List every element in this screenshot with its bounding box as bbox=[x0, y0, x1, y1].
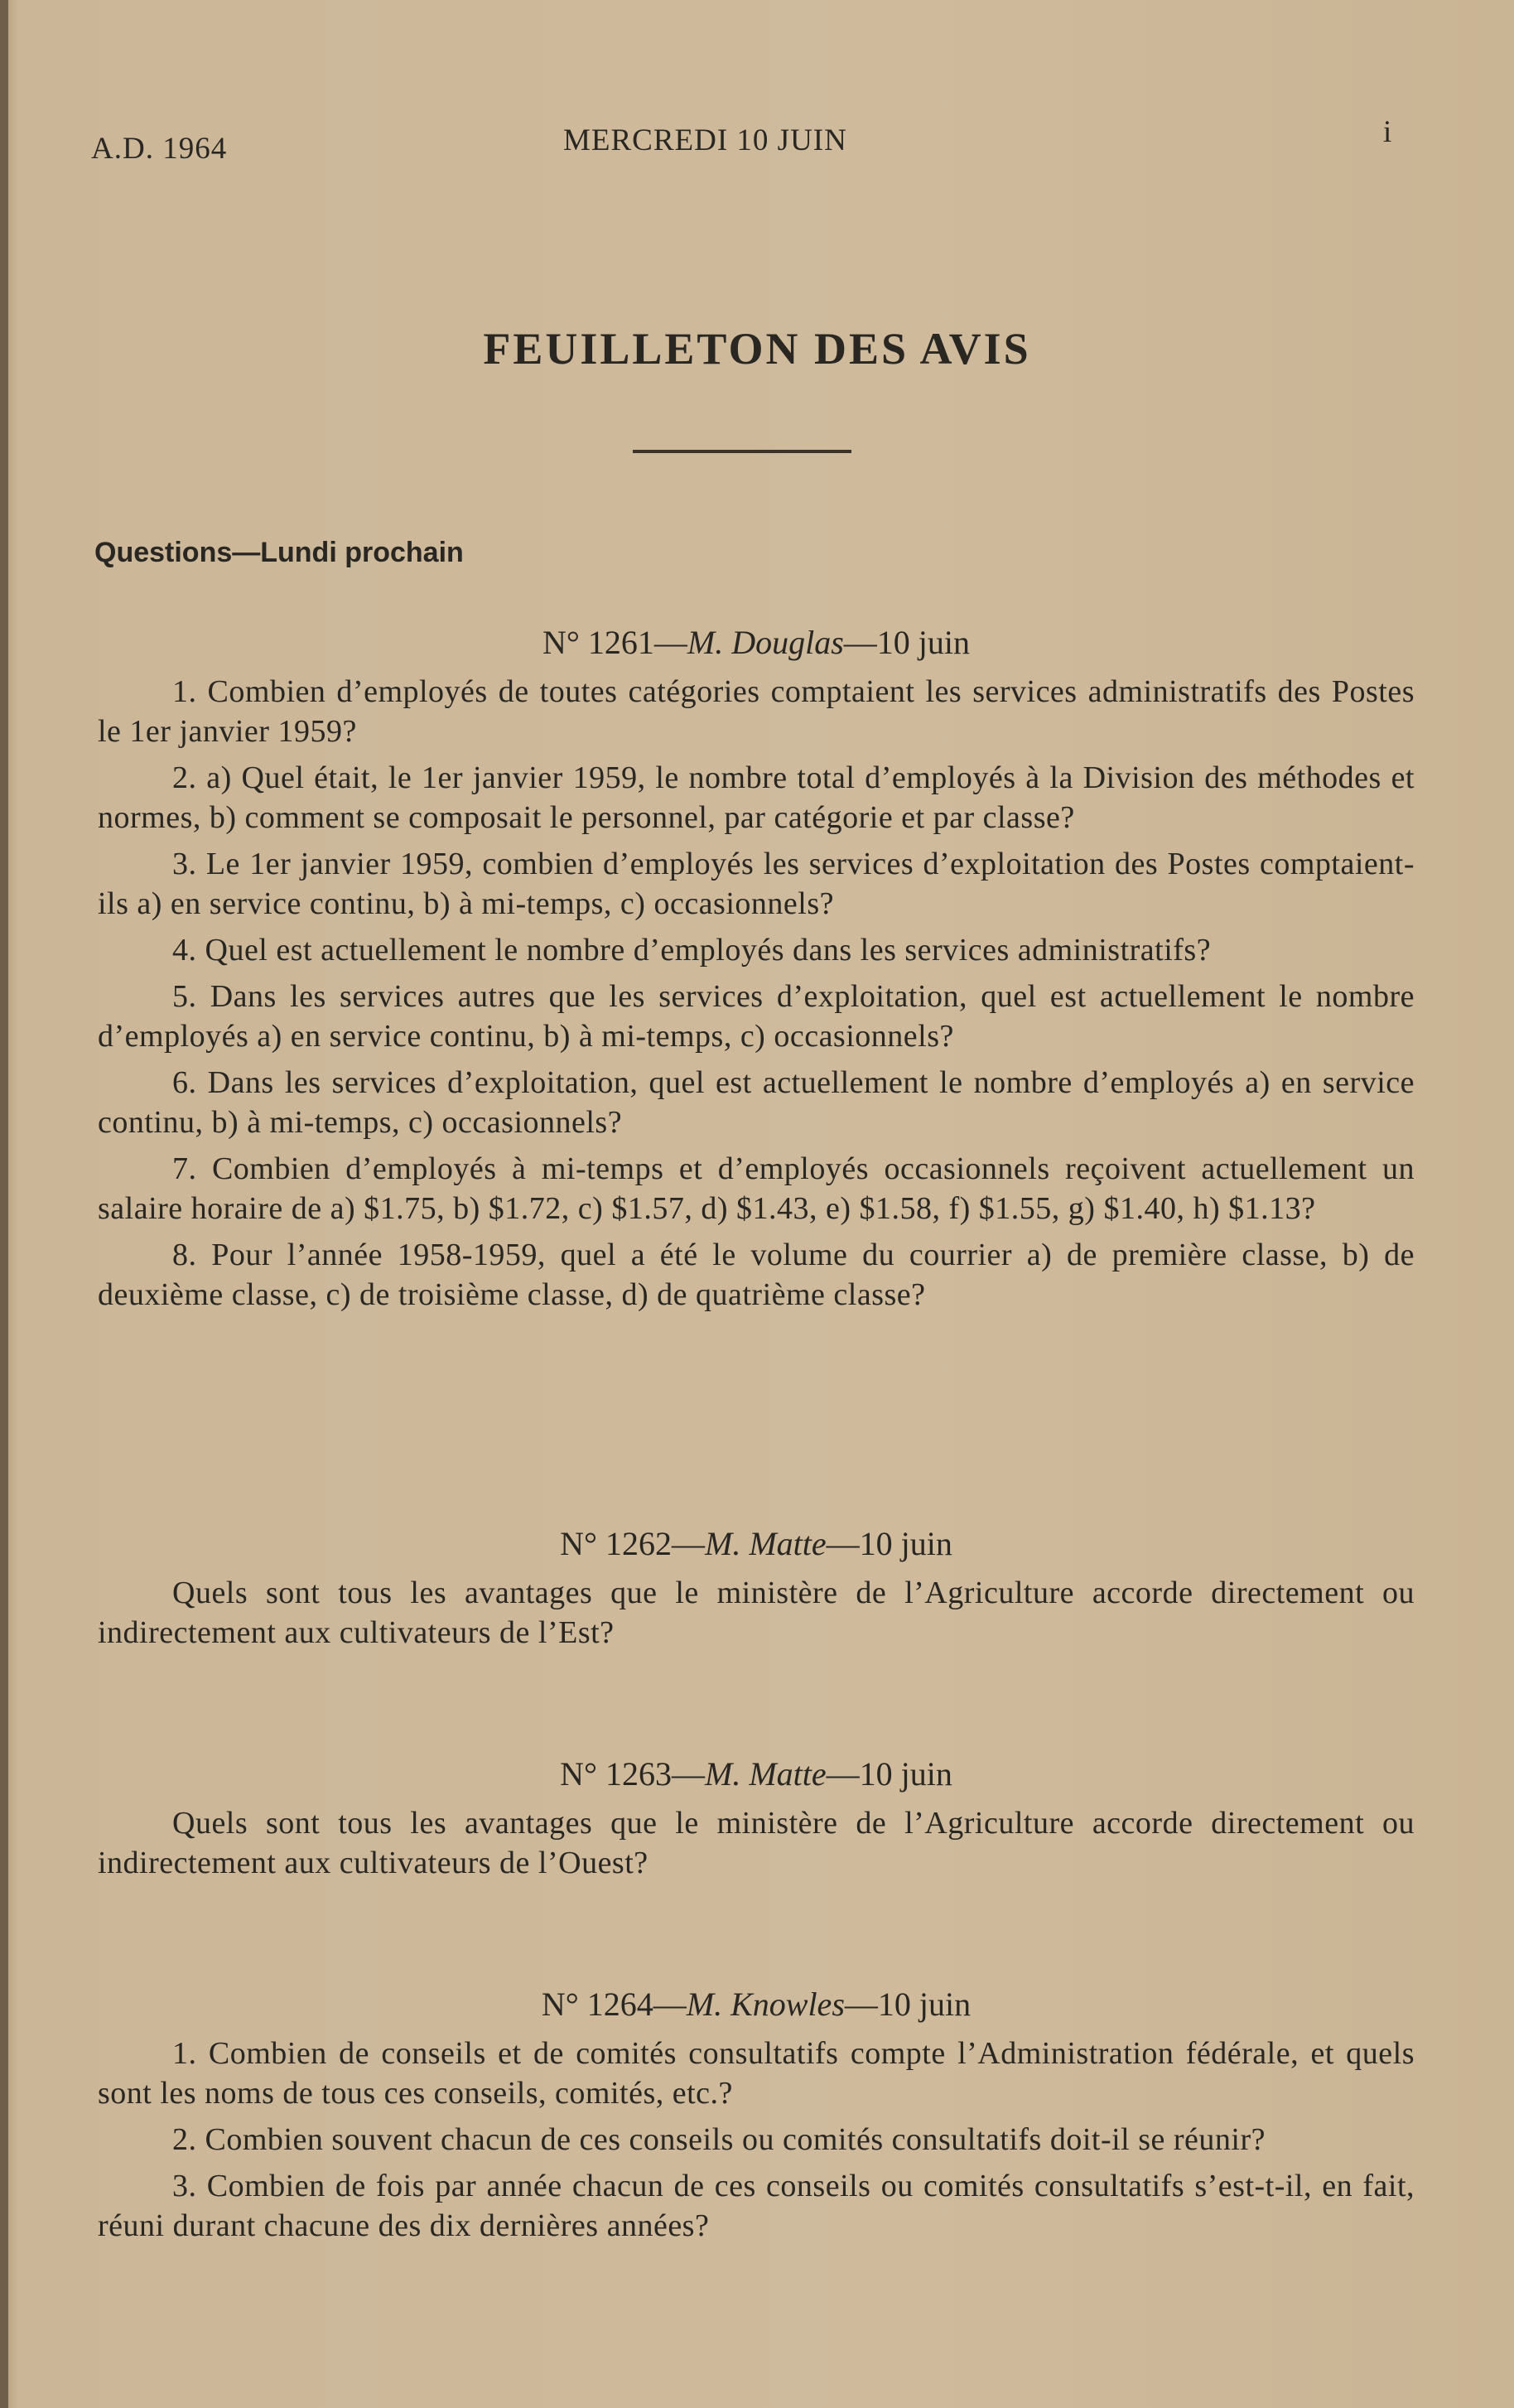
question-paragraph: 6. Dans les services d’exploitation, quel est actuellement le nombre d’employés a) en service continu, b) à mi-temps, c) occasionnels? bbox=[98, 1065, 1415, 1140]
question-paragraph: 7. Combien d’employés à mi-temps et d’employés occasionnels reçoivent actuellement un salaire horaire de a) $1.75, b) $1.72, c) $1.57, d) $1.43, e) $1.58, f) $1.55, g) $1.40, h) $1.13? bbox=[98, 1151, 1415, 1226]
question-member: M. Matte bbox=[705, 1525, 827, 1562]
question-number: N° 1261— bbox=[542, 624, 687, 661]
question-paragraph: 3. Le 1er janvier 1959, combien d’employés les services d’exploitation des Postes comptaient-ils a) en service continu, b) à mi-temps, c) occasionnels? bbox=[98, 847, 1415, 921]
question-1262 bbox=[98, 1524, 1415, 1659]
question-heading bbox=[98, 1985, 1415, 2024]
question-date: —10 juin bbox=[826, 1755, 952, 1793]
title-divider bbox=[633, 450, 851, 453]
question-body bbox=[98, 1803, 1415, 1883]
header-year: A.D. 1964 bbox=[91, 132, 228, 166]
question-paragraph: 1. Combien d’employés de toutes catégories comptaient les services administratifs des Postes le 1er janvier 1959? bbox=[98, 674, 1415, 749]
question-paragraph: 5. Dans les services autres que les services d’exploitation, quel est actuellement le nombre d’employés a) en service continu, b) à mi-temps, c) occasionnels? bbox=[98, 979, 1415, 1054]
question-paragraph: Quels sont tous les avantages que le ministère de l’Agriculture accorde directement ou indirectement aux cultivateurs de l’Ouest? bbox=[98, 1806, 1415, 1880]
question-paragraph: Quels sont tous les avantages que le ministère de l’Agriculture accorde directement ou indirectement aux cultivateurs de l’Est? bbox=[98, 1576, 1415, 1650]
section-heading: Questions—Lundi prochain bbox=[94, 537, 464, 568]
question-body bbox=[98, 672, 1415, 1315]
question-heading bbox=[98, 1524, 1415, 1563]
question-member: M. Matte bbox=[705, 1755, 827, 1793]
question-body bbox=[98, 2034, 1415, 2246]
question-member: M. Knowles bbox=[686, 1986, 845, 2023]
question-paragraph: 3. Combien de fois par année chacun de ces conseils ou comités consultatifs s’est-t-il, en fait, réuni durant chacune des dix dernières années? bbox=[98, 2169, 1415, 2243]
question-paragraph: 8. Pour l’année 1958-1959, quel a été le volume du courrier a) de première classe, b) de deuxième classe, c) de troisième classe, d) de quatrième classe? bbox=[98, 1238, 1415, 1312]
question-date: —10 juin bbox=[826, 1525, 952, 1562]
question-1261 bbox=[98, 623, 1415, 1321]
question-date: —10 juin bbox=[843, 624, 970, 661]
question-heading bbox=[98, 623, 1415, 662]
question-paragraph: 2. a) Quel était, le 1er janvier 1959, le nombre total d’employés à la Division des méthodes et normes, b) comment se composait le personnel, par catégorie et par classe? bbox=[98, 760, 1415, 835]
question-heading bbox=[98, 1754, 1415, 1793]
question-paragraph: 2. Combien souvent chacun de ces conseils ou comités consultatifs doit-il se réunir? bbox=[172, 2122, 1266, 2157]
question-1263 bbox=[98, 1754, 1415, 1889]
question-1264 bbox=[98, 1985, 1415, 2252]
question-number: N° 1263— bbox=[560, 1755, 706, 1793]
question-date: —10 juin bbox=[844, 1986, 972, 2023]
header-date: MERCREDI 10 JUIN bbox=[563, 123, 847, 157]
question-number: N° 1264— bbox=[541, 1986, 687, 2023]
page-title: FEUILLETON DES AVIS bbox=[483, 324, 1031, 374]
page-number: i bbox=[1383, 115, 1393, 149]
page-header bbox=[91, 115, 1400, 172]
question-number: N° 1262— bbox=[560, 1525, 706, 1562]
question-paragraph: 1. Combien de conseils et de comités consultatifs compte l’Administration fédérale, et quels sont les noms de tous ces conseils, comités, etc.? bbox=[98, 2036, 1415, 2111]
question-body bbox=[98, 1573, 1415, 1653]
question-paragraph: 4. Quel est actuellement le nombre d’employés dans les services administratifs? bbox=[172, 933, 1212, 968]
question-member: M. Douglas bbox=[687, 624, 844, 661]
